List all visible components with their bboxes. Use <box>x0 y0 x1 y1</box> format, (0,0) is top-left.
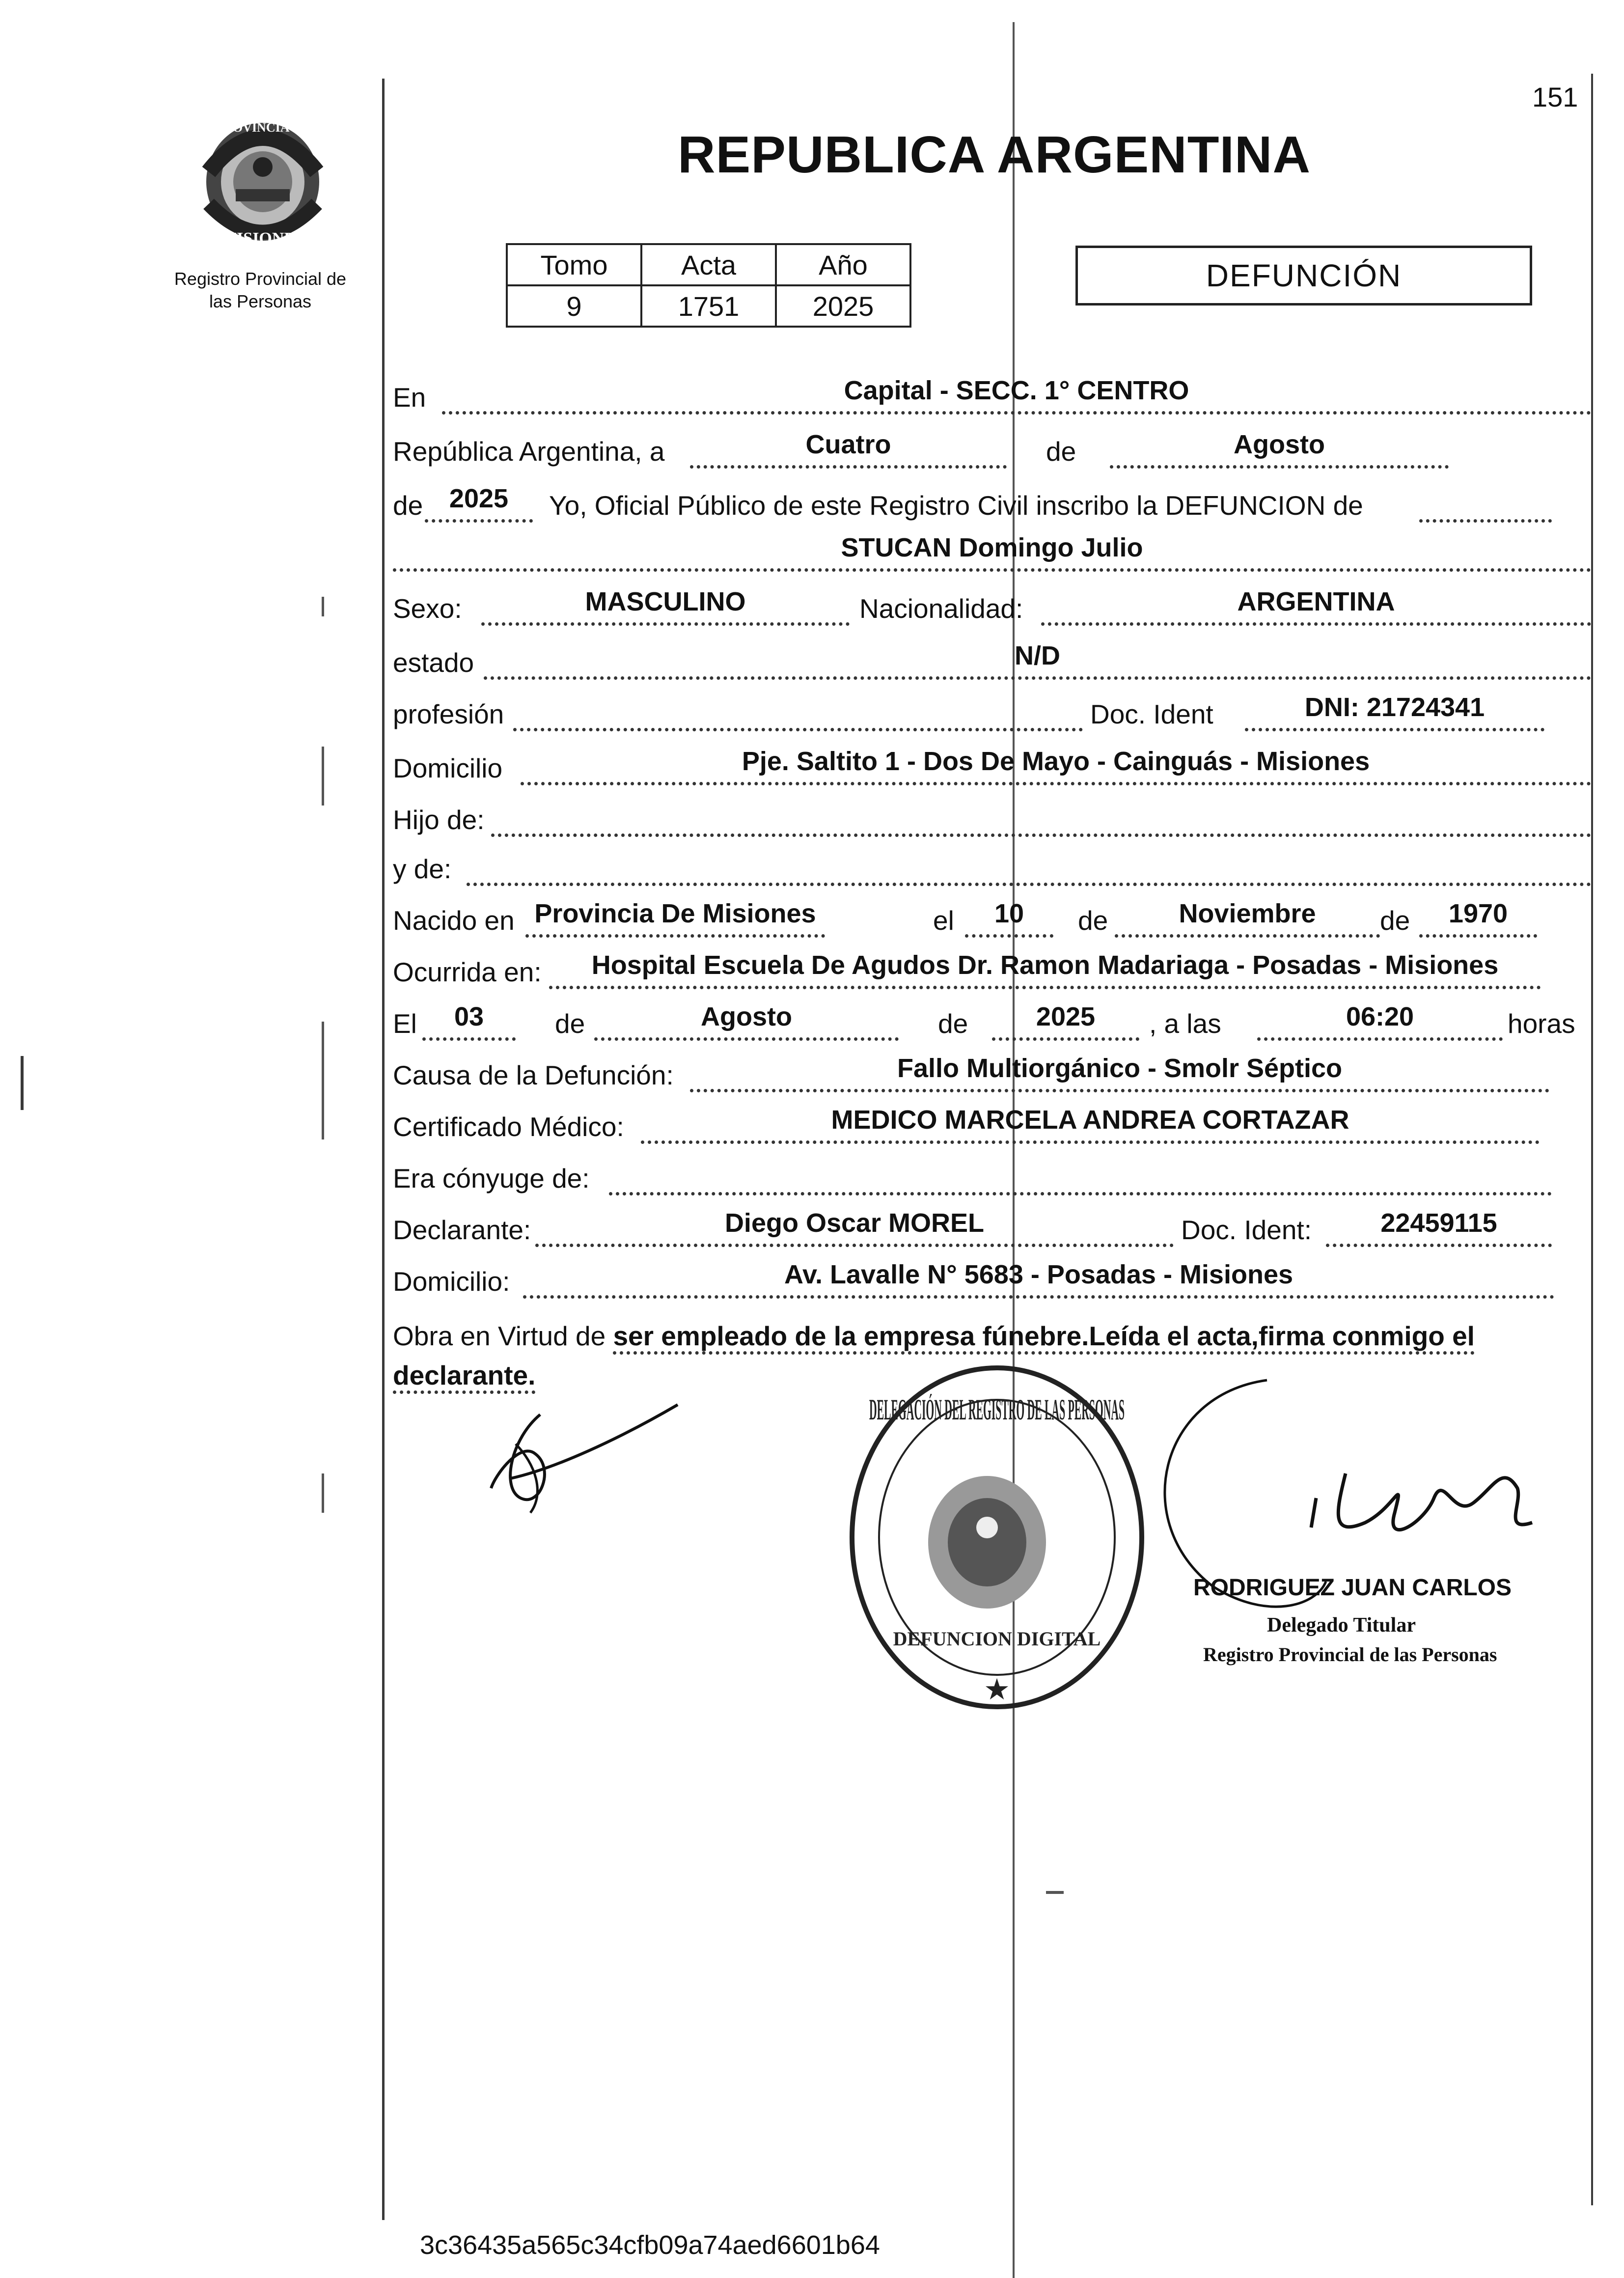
el-label: el <box>933 905 954 936</box>
declarant-signature-icon <box>481 1395 688 1523</box>
conyuge-label: Era cónyuge de: <box>393 1163 590 1194</box>
row-fecha <box>393 430 1596 474</box>
official-office: Registro Provincial de las Personas <box>1203 1643 1497 1666</box>
yde-label: y de: <box>393 854 452 884</box>
left-margin-line <box>382 79 385 2220</box>
nac-dia-field: 10 <box>965 899 1053 938</box>
scan-dot <box>322 1022 324 1139</box>
causa-field: Fallo Multiorgánico - Smolr Séptico <box>690 1054 1549 1092</box>
row-profesion <box>393 693 1596 737</box>
domicilio-label: Domicilio <box>393 753 503 783</box>
row-fecha-defuncion <box>393 1002 1596 1046</box>
def-de2-label: de <box>938 1008 968 1039</box>
page-number: 151 <box>1532 82 1578 112</box>
delegacion-registro-seal-icon <box>845 1361 1149 1714</box>
row-causa <box>393 1054 1596 1098</box>
estado-label: estado <box>393 647 474 678</box>
scan-dot <box>1046 1891 1064 1894</box>
nac-de-label: de <box>1078 905 1108 936</box>
nac-mes-field: Noviembre <box>1115 899 1380 938</box>
declarante-label: Declarante: <box>393 1215 531 1245</box>
official-name: RODRIGUEZ JUAN CARLOS <box>1193 1575 1512 1601</box>
tomo-value: 9 <box>507 285 641 327</box>
nacido-label: Nacido en <box>393 905 515 936</box>
certificado-label: Certificado Médico: <box>393 1111 624 1142</box>
declarante-field: Diego Oscar MOREL <box>535 1208 1174 1247</box>
estado-field: N/D <box>484 641 1591 680</box>
nacionalidad-field: ARGENTINA <box>1041 587 1591 626</box>
center-fold-line <box>1013 22 1015 2278</box>
decl-domicilio-field: Av. Lavalle N° 5683 - Posadas - Misiones <box>523 1260 1554 1299</box>
scan-dot <box>322 747 324 806</box>
row-sexo <box>393 587 1596 631</box>
def-de-label: de <box>555 1008 585 1039</box>
scan-dot <box>322 597 324 616</box>
svg-text:★: ★ <box>984 1673 1010 1706</box>
row-estado <box>393 641 1596 685</box>
row-nacido <box>393 899 1596 943</box>
page-title: REPUBLICA ARGENTINA <box>678 126 1311 184</box>
decl-doc-label: Doc. Ident: <box>1181 1215 1312 1245</box>
nacionalidad-label: Nacionalidad: <box>859 593 1023 624</box>
anio-header: Año <box>776 244 910 285</box>
nac-anio-field: 1970 <box>1419 899 1537 938</box>
horas-label: horas <box>1508 1008 1575 1039</box>
seal-outer-text: DELEGACIÓN DEL REGISTRO DE LAS PERSONAS <box>869 1393 1125 1426</box>
doc-field: DNI: 21724341 <box>1245 693 1544 731</box>
obra-label: Obra en Virtud de <box>393 1321 606 1351</box>
sexo-field: MASCULINO <box>481 587 850 626</box>
hijo-field <box>491 798 1591 837</box>
def-mes-field: Agosto <box>594 1002 899 1041</box>
conyuge-field <box>609 1157 1552 1195</box>
el2-label: El <box>393 1008 417 1039</box>
scan-mark <box>21 1056 24 1110</box>
causa-label: Causa de la Defunción: <box>393 1060 674 1090</box>
def-dia-field: 03 <box>422 1002 516 1041</box>
dia-field: Cuatro <box>690 430 1007 469</box>
row-certificado <box>393 1105 1596 1149</box>
certificado-field: MEDICO MARCELA ANDREA CORTAZAR <box>641 1105 1540 1144</box>
yde-field <box>467 847 1591 886</box>
official-role: Delegado Titular <box>1267 1614 1416 1637</box>
provincia-de-misiones-coat-of-arms-icon <box>189 98 336 255</box>
row-hijo <box>393 798 1596 842</box>
inscribo-tail-field <box>1419 484 1552 523</box>
inscribo-text: Yo, Oficial Público de este Registro Civil inscribo la DEFUNCION de <box>549 490 1363 521</box>
ocurrida-field: Hospital Escuela De Agudos Dr. Ramon Madariaga - Posadas - Misiones <box>549 950 1541 989</box>
alas-label: , a las <box>1149 1008 1221 1039</box>
doc-label: Doc. Ident <box>1090 699 1213 729</box>
en-label: En <box>393 382 426 413</box>
sexo-label: Sexo: <box>393 593 462 624</box>
seal-inner-text: DEFUNCION DIGITAL <box>893 1628 1101 1650</box>
row-nombre <box>393 533 1596 577</box>
row-declarante <box>393 1208 1596 1252</box>
row-decl-domicilio <box>393 1260 1596 1304</box>
anio-field: 2025 <box>425 484 533 523</box>
record-table <box>506 243 911 328</box>
document-hash: 3c36435a565c34cfb09a74aed6601b64 <box>420 2230 880 2260</box>
def-anio-field: 2025 <box>992 1002 1139 1041</box>
de-label: de <box>1046 436 1076 467</box>
nac-de2-label: de <box>1380 905 1410 936</box>
scan-dot <box>322 1473 324 1513</box>
republica-label: República Argentina, a <box>393 436 665 467</box>
hora-field: 06:20 <box>1257 1002 1503 1041</box>
row-inscribo <box>393 484 1596 528</box>
row-domicilio <box>393 747 1596 791</box>
domicilio-field: Pje. Saltito 1 - Dos De Mayo - Cainguás - Misiones <box>521 747 1591 785</box>
hijo-label: Hijo de: <box>393 805 485 835</box>
row-en <box>393 376 1596 420</box>
mes-field: Agosto <box>1110 430 1449 469</box>
nacido-field: Provincia De Misiones <box>525 899 825 938</box>
nombre-field: STUCAN Domingo Julio <box>393 533 1591 572</box>
profesion-label: profesión <box>393 699 504 729</box>
record-type-box: DEFUNCIÓN <box>1075 246 1532 306</box>
decl-doc-field: 22459115 <box>1326 1208 1552 1247</box>
row-conyuge <box>393 1157 1596 1201</box>
decl-domicilio-label: Domicilio: <box>393 1266 510 1297</box>
profesion-field <box>513 693 1083 731</box>
en-field: Capital - SECC. 1° CENTRO <box>442 376 1591 415</box>
emblem-top-text: PROVINCIA DE <box>216 120 310 135</box>
ocurrida-label: Ocurrida en: <box>393 957 542 987</box>
agency-line-1: Registro Provincial de <box>174 269 347 289</box>
de2-label: de <box>393 490 423 521</box>
tomo-header: Tomo <box>507 244 641 285</box>
row-ocurrida <box>393 950 1596 995</box>
acta-header: Acta <box>641 244 776 285</box>
agency-line-2: las Personas <box>209 291 312 311</box>
obra-field: ser empleado de la empresa fúnebre.Leída el acta,firma conmigo el declarante. <box>393 1321 1475 1394</box>
agency-name <box>142 268 378 313</box>
emblem-bottom-text: MISIONES <box>220 229 305 248</box>
anio-value: 2025 <box>776 285 910 327</box>
acta-value: 1751 <box>641 285 776 327</box>
row-yde <box>393 847 1596 891</box>
